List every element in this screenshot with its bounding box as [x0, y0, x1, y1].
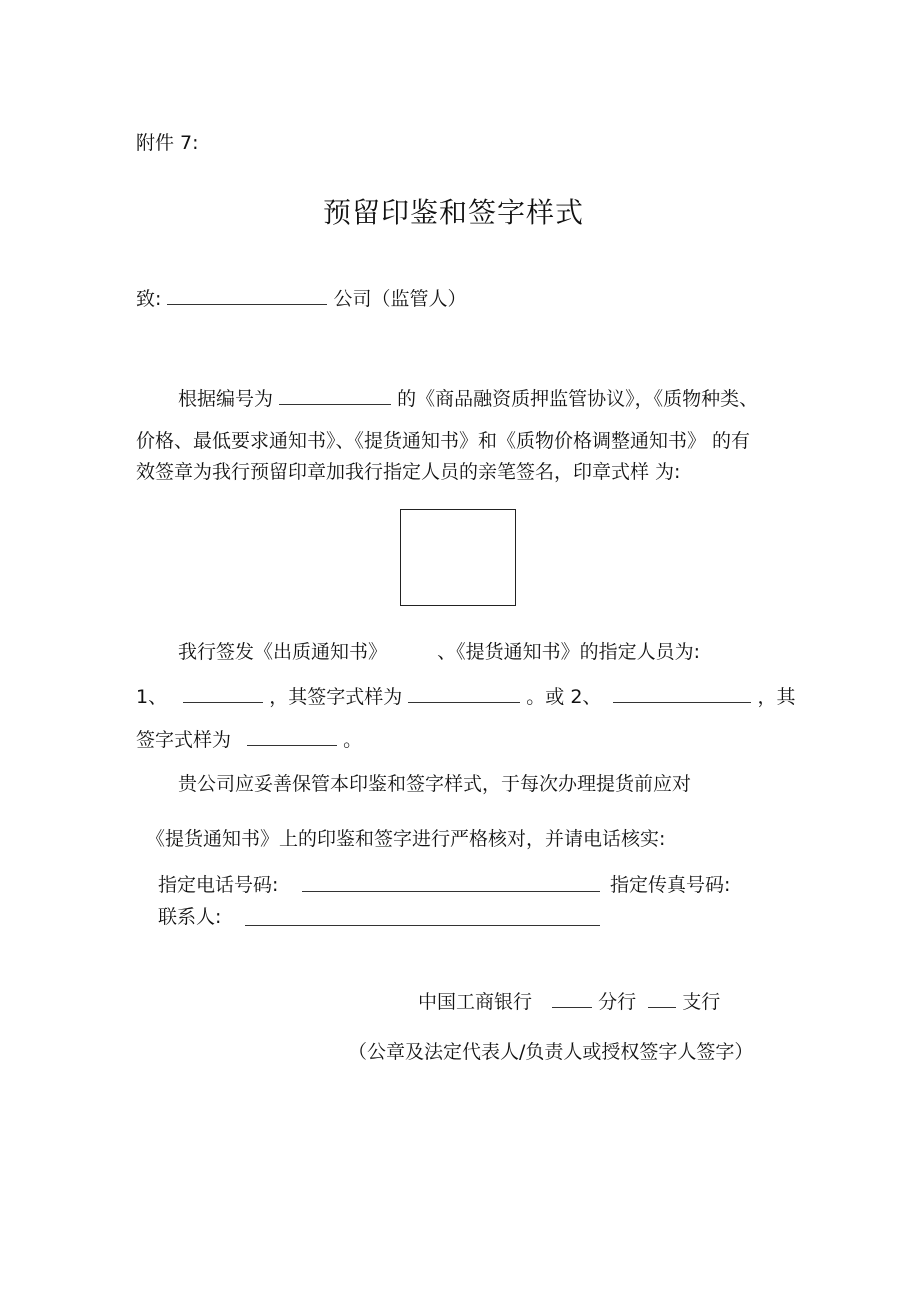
para1-text-a: 根据编号为: [178, 388, 274, 410]
person2-name-blank: [613, 686, 751, 703]
paragraph-3: 贵公司应妥善保管本印鉴和签字样式，于每次办理提货前应对: [178, 773, 692, 795]
sub-branch-blank: [648, 991, 676, 1008]
bank-name: 中国工商银行: [418, 991, 533, 1013]
para2-text-a: 我行签发《出质通知书》: [178, 641, 388, 663]
item1-prefix: 1、: [136, 686, 168, 708]
recipient-suffix: 公司（监管人）: [333, 288, 467, 310]
paragraph-1-line-3: 效签章为我行预留印章加我行指定人员的亲笔签名，印章式样 为:: [136, 461, 681, 483]
designated-person-line-2: [136, 729, 362, 750]
fax-label: 指定传真号码:: [610, 874, 731, 896]
signature-note: （公章及法定代表人/负责人或授权签字人签字）: [348, 1041, 754, 1063]
branch-label: 分行: [598, 991, 637, 1013]
para2-text-b: 、《提货通知书》的指定人员为:: [437, 641, 701, 663]
paragraph-1-line-1: [178, 388, 758, 409]
designated-person-line-1: [136, 686, 796, 707]
page-title: 预留印鉴和签字样式: [323, 196, 585, 229]
branch-blank: [552, 991, 592, 1008]
paragraph-2: [178, 643, 700, 662]
item1-end: ，其: [757, 686, 796, 708]
phone-blank: [302, 891, 600, 892]
person1-signature-blank: [408, 686, 520, 703]
seal-sample-box: [400, 509, 516, 606]
paragraph-4: 《提货通知书》上的印鉴和签字进行严格核对，并请电话核实:: [146, 828, 666, 850]
recipient-prefix: 致:: [136, 288, 162, 310]
item1-or: 。或 2、: [526, 686, 602, 708]
person2-signature-blank: [247, 729, 337, 746]
contact-blank: [245, 925, 600, 926]
recipient-company-blank: [167, 288, 327, 305]
item2-prefix: 签字式样为: [136, 729, 232, 751]
sub-branch-label: 支行: [682, 991, 721, 1013]
item1-mid: ，其签字式样为: [269, 686, 403, 708]
attachment-label: 附件 7:: [136, 132, 199, 154]
item2-end: 。: [343, 729, 363, 751]
paragraph-1-line-2: 价格、最低要求通知书》、《提货通知书》和《质物价格调整通知书》 的有: [136, 430, 751, 452]
para1-text-b: 的《商品融资质押监管协议》，《质物种类、: [397, 388, 759, 410]
bank-signature-line: [418, 991, 720, 1012]
phone-label: 指定电话号码:: [158, 874, 279, 896]
agreement-number-blank: [279, 388, 391, 405]
person1-name-blank: [183, 686, 263, 703]
recipient-line: [136, 288, 467, 309]
contact-label: 联系人:: [158, 906, 222, 928]
